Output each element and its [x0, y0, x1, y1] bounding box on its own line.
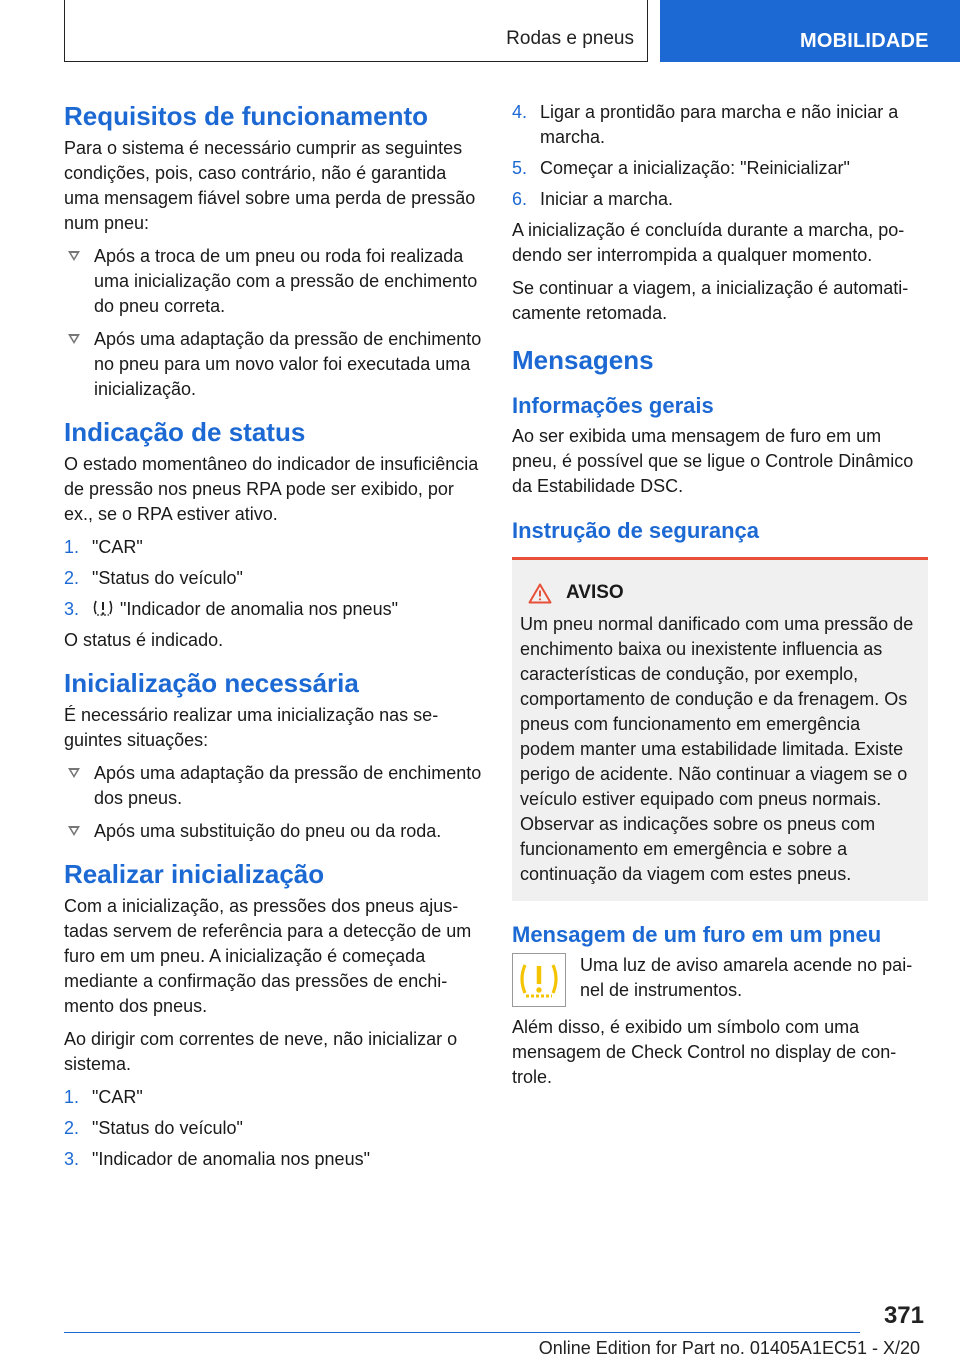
step-number: 2. [64, 568, 80, 588]
do-init-steps [64, 1085, 482, 1172]
list-item [64, 327, 482, 402]
heading-safety: Instrução de segurança [512, 518, 759, 543]
heading-general-info: Informações gerais [512, 393, 714, 418]
right-column [512, 100, 928, 1098]
footer-divider [64, 1332, 860, 1333]
step-text: "Indicador de anomalia nos pneus" [92, 1149, 370, 1169]
bullet-text: Após a troca de um pneu ou roda foi realizada uma inicialização com a pressão de enchimento do pneu correta. [94, 246, 478, 316]
step-text: "CAR" [92, 1087, 143, 1107]
bullet-text: Após uma adaptação da pressão de enchimento no pneu para um novo valor foi executada uma inicialização. [94, 329, 482, 399]
warning-lamp-row [512, 953, 928, 1007]
step-number: 2. [64, 1118, 80, 1138]
step-text: "Status do veículo" [92, 568, 243, 588]
warning-box [512, 557, 928, 901]
bullet-triangle-icon [68, 826, 80, 836]
step-number: 6. [512, 189, 528, 209]
step-number: 4. [512, 102, 528, 122]
tire-pressure-icon [92, 598, 114, 618]
heading-status: Indicação de status [64, 417, 306, 447]
init-needed-list [64, 761, 482, 844]
list-item [64, 244, 482, 319]
step-text: "CAR" [92, 537, 143, 557]
init-completion-text: A inicialização é concluída durante a marcha, podendo ser interrompida a qualquer momento. [512, 220, 905, 265]
do-init-p1: Com a inicialização, as pressões dos pneus ajustadas servem de referência para a detecção de um furo em um pneu. A inicialização é começada mediante a confirmação das pressões de enchimento dos pneus. [64, 896, 472, 1016]
heading-messages: Mensagens [512, 345, 654, 375]
list-item [64, 819, 482, 844]
status-note: O status é indicado. [64, 630, 224, 650]
step-item [512, 156, 928, 181]
list-item [64, 761, 482, 811]
step-item [64, 1085, 482, 1110]
do-init-p2: Ao dirigir com correntes de neve, não inicializar o sistema. [64, 1029, 458, 1074]
chapter-tab[interactable]: MOBILIDADE [660, 0, 960, 62]
warning-label: AVISO [566, 582, 624, 603]
warning-text: Um pneu normal danificado com uma pressão de enchimento baixa ou inexistente influencia as características de condução, por exemplo, comportamento de condução e da frenagem. Os pneus com funcionamento em emergência podem manter uma estabilidade limitada. Existe perigo de acidente. Não continuar a viagem se o veículo estiver equipado com pneus normais. Observar as indicações sobre os pneus com funcionamento em emergência e sobre a continuação da viagem com estes pneus. [520, 614, 914, 884]
init-needed-intro: É necessário realizar uma inicialização nas seguintes situações: [64, 705, 439, 750]
status-steps [64, 535, 482, 622]
status-intro: O estado momentâneo do indicador de insuficiência de pressão nos pneus RPA pode ser exibido, por ex., se o RPA estiver ativo. [64, 454, 479, 524]
step-text: "Indicador de anomalia nos pneus" [120, 599, 398, 619]
heading-do-init: Realizar inicialização [64, 859, 325, 889]
warning-lamp-text: Uma luz de aviso amarela acende no painel de instrumentos. [580, 955, 913, 1000]
step-text: Iniciar a marcha. [540, 189, 674, 209]
warning-title [520, 582, 920, 604]
step-number: 3. [64, 1149, 80, 1169]
step-text: "Status do veículo" [92, 1118, 243, 1138]
step-number: 5. [512, 158, 528, 178]
step-item [64, 1147, 482, 1172]
bullet-triangle-icon [68, 251, 80, 261]
step-item [512, 187, 928, 212]
heading-flat-tire: Mensagem de um furo em um pneu [512, 922, 882, 947]
step-item [64, 597, 482, 622]
bullet-triangle-icon [68, 334, 80, 344]
general-info-text: Ao ser exibida uma mensagem de furo em um pneu, é possível que se ligue o Controle Dinâmico da Estabilidade DSC. [512, 426, 914, 496]
requirements-list [64, 244, 482, 402]
bullet-triangle-icon [68, 768, 80, 778]
step-item [64, 535, 482, 560]
step-text: Ligar a prontidão para marcha e não iniciar a marcha. [540, 102, 899, 147]
step-text: Começar a inicialização: "Reinicializar" [540, 158, 850, 178]
step-number: 3. [64, 599, 80, 619]
footer-edition: Online Edition for Part no. 01405A1EC51 - X/20 [538, 1338, 920, 1358]
warning-triangle-icon [528, 583, 552, 604]
step-item [512, 100, 928, 150]
bullet-text: Após uma substituição do pneu ou da roda. [94, 821, 442, 841]
tire-warning-lamp-icon [512, 953, 566, 1007]
heading-init-needed: Inicialização necessária [64, 668, 359, 698]
heading-requirements: Requisitos de funcionamento [64, 101, 429, 131]
bullet-text: Após uma adaptação da pressão de enchimento dos pneus. [94, 763, 482, 808]
continued-steps [512, 100, 928, 212]
section-title: Rodas e pneus [506, 28, 634, 49]
page-number: 371 [883, 1302, 924, 1329]
step-number: 1. [64, 537, 80, 557]
step-item [64, 1116, 482, 1141]
step-number: 1. [64, 1087, 80, 1107]
requirements-intro: Para o sistema é necessário cumprir as seguintes condições, pois, caso contrário, não é garantida uma mensagem fiável sobre uma perda de pressão num pneu: [64, 138, 476, 233]
left-column [64, 100, 482, 1178]
check-control-text: Além disso, é exibido um símbolo com uma mensagem de Check Control no display de controle. [512, 1017, 897, 1087]
step-item [64, 566, 482, 591]
init-resume-text: Se continuar a viagem, a inicialização é automaticamente retomada. [512, 278, 909, 323]
